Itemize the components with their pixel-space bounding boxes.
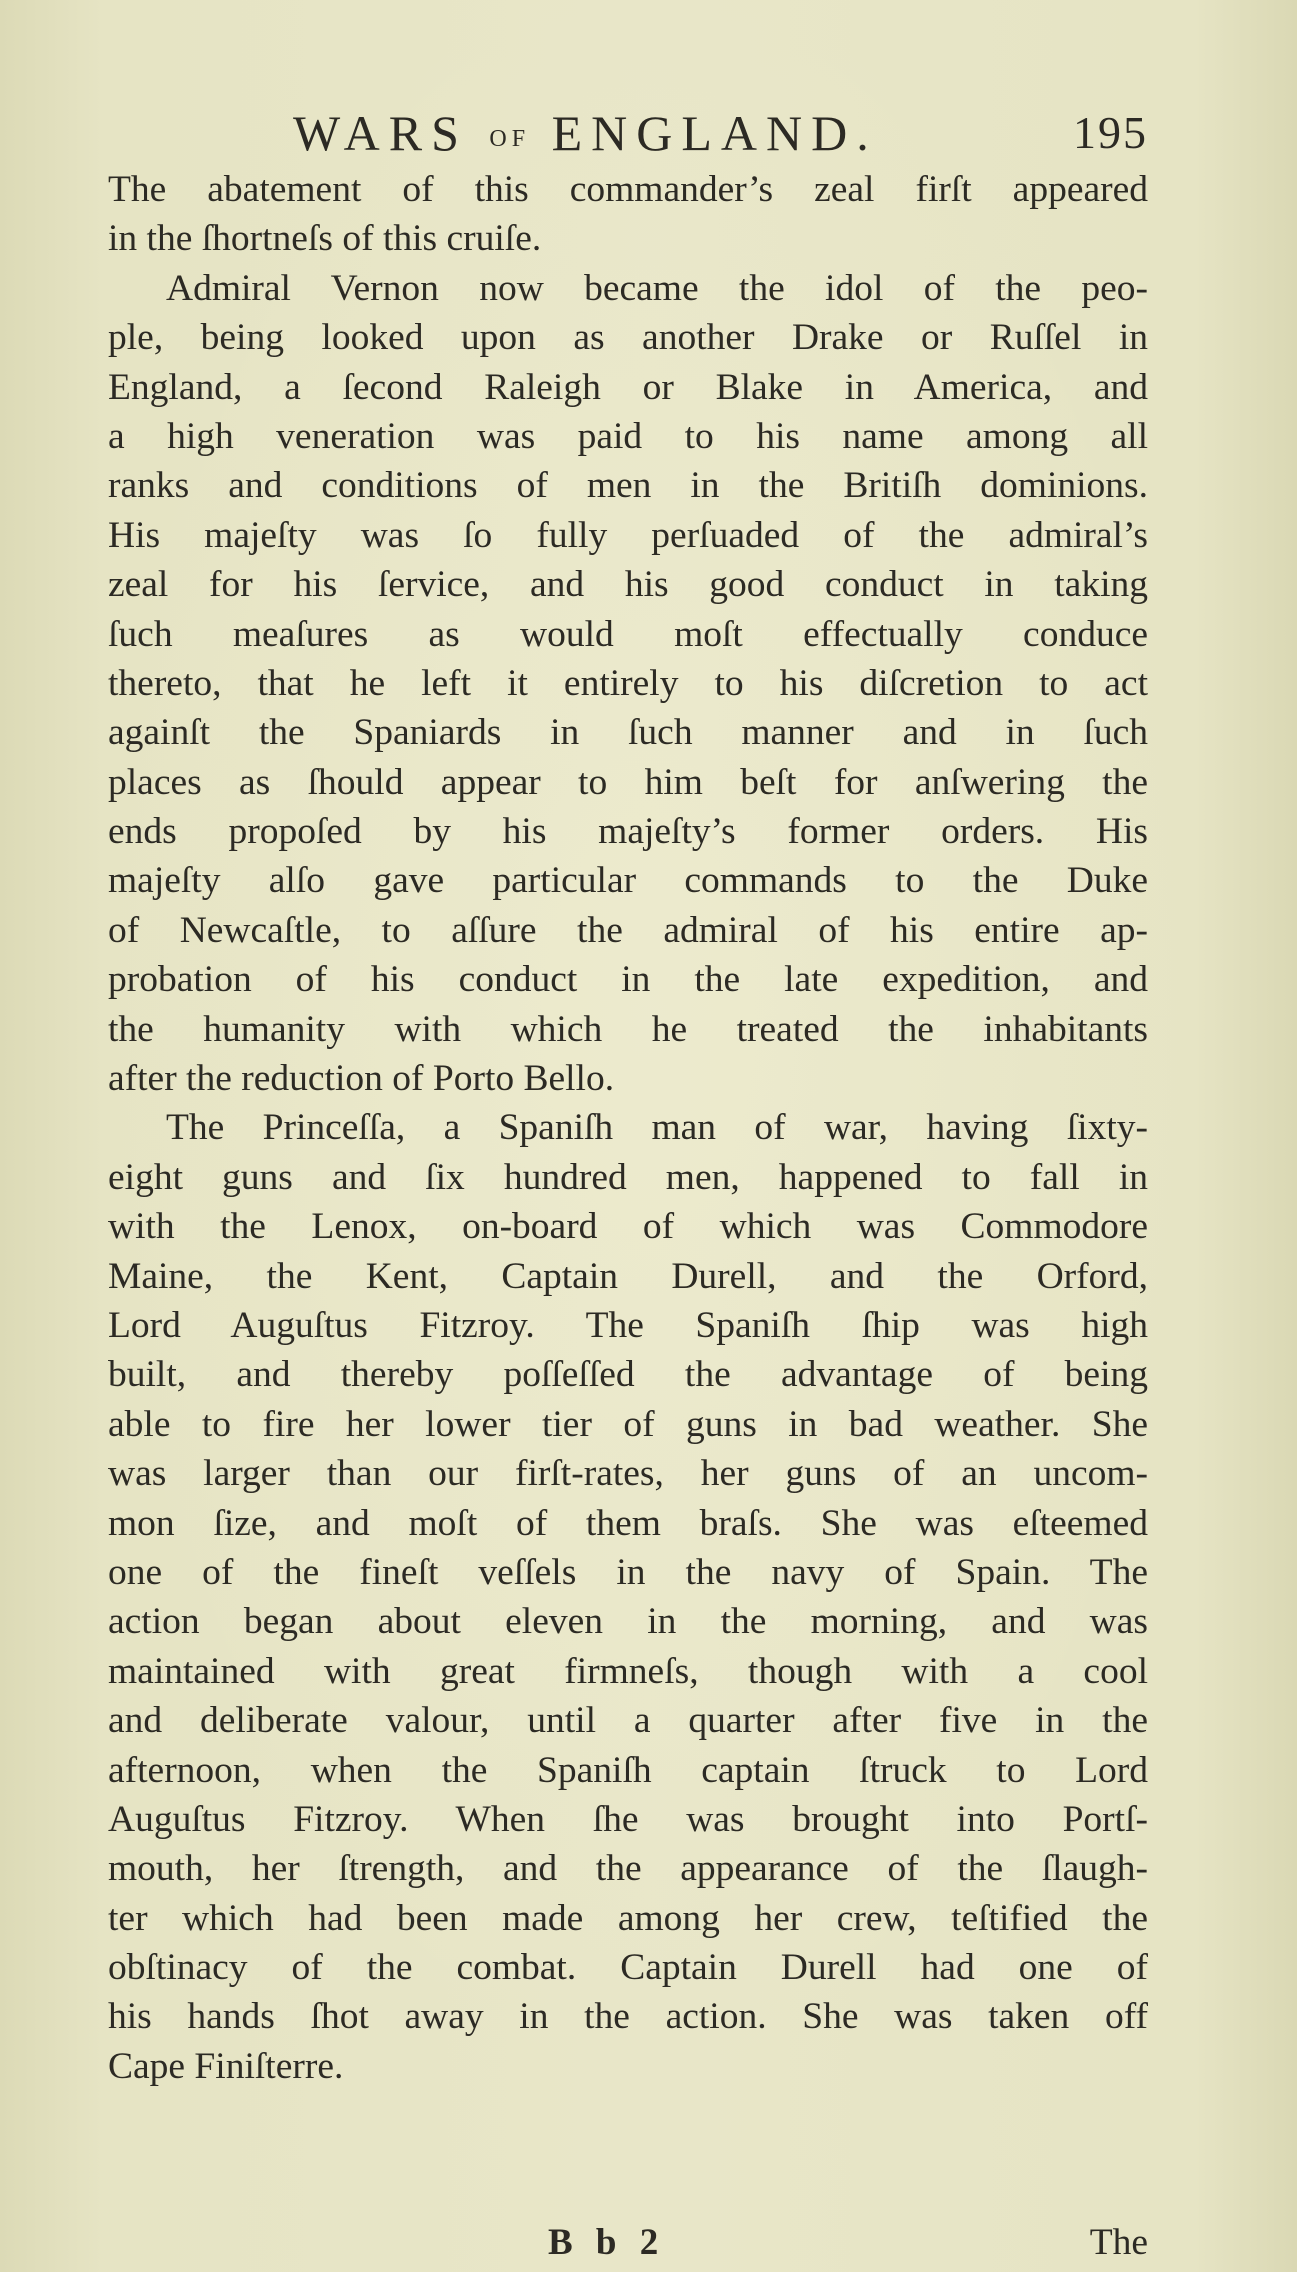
text-line: and deliberate valour, until a quarter after five in the	[108, 1700, 1148, 1742]
text-line: built, and thereby poſſeſſed the advantage of being	[108, 1354, 1148, 1396]
text-line: ter which had been made among her crew, teſtified the	[108, 1897, 1148, 1939]
text-line: ple, being looked upon as another Drake or Ruſſel in	[108, 317, 1148, 359]
text-line: action began about eleven in the morning, and was	[108, 1601, 1148, 1643]
page-footer	[108, 2218, 1148, 2268]
text-line: a high veneration was paid to his name among all	[108, 415, 1148, 457]
text-line: after the reduction of Porto Bello.	[108, 1058, 615, 1100]
text-line: mon ſize, and moſt of them braſs. She was eſteemed	[108, 1502, 1148, 1544]
text-line: was larger than our firſt-rates, her guns of an uncom-	[108, 1453, 1148, 1495]
text-line: obſtinacy of the combat. Captain Durell had one of	[108, 1947, 1148, 1989]
text-line: his hands ſhot away in the action. She was taken off	[108, 1996, 1148, 2038]
text-line: England, a ſecond Raleigh or Blake in America, and	[108, 366, 1148, 408]
text-line: able to fire her lower tier of guns in bad weather. She	[108, 1403, 1148, 1445]
text-line: of Newcaſtle, to aſſure the admiral of his entire ap-	[108, 909, 1148, 951]
text-line: eight guns and ſix hundred men, happened to fall in	[108, 1156, 1148, 1198]
text-line: the humanity with which he treated the inhabitants	[108, 1008, 1148, 1050]
text-line: Cape Finiſterre.	[108, 2045, 344, 2087]
text-line: maintained with great firmneſs, though with a cool	[108, 1650, 1148, 1692]
text-line: majeſty alſo gave particular commands to the Duke	[108, 860, 1148, 902]
text-line: places as ſhould appear to him beſt for anſwering the	[108, 761, 1148, 803]
text-line: ranks and conditions of men in the Britiſh dominions.	[108, 465, 1148, 507]
text-line: mouth, her ſtrength, and the appearance of the ſlaugh-	[108, 1848, 1148, 1890]
signature-mark: B b 2	[548, 2222, 666, 2263]
text-line: ends propoſed by his majeſty’s former orders. His	[108, 811, 1148, 853]
text-line: one of the fineſt veſſels in the navy of Spain. The	[108, 1551, 1148, 1593]
text-line: with the Lenox, on-board of which was Commodore	[108, 1206, 1148, 1248]
text-line: probation of his conduct in the late expedition, and	[108, 959, 1148, 1001]
running-title-part1: WARS	[293, 105, 490, 161]
page-number: 195	[1073, 107, 1148, 158]
text-line: His majeſty was ſo fully perſuaded of the admiral’s	[108, 514, 1148, 556]
text-line: Lord Auguſtus Fitzroy. The Spaniſh ſhip was high	[108, 1304, 1148, 1346]
running-head	[108, 98, 1148, 168]
text-line: ſuch meaſures as would moſt effectually conduce	[108, 613, 1148, 655]
text-line: againſt the Spaniards in ſuch manner and in ſuch	[108, 712, 1148, 754]
text-line: thereto, that he left it entirely to his diſcretion to act	[108, 662, 1148, 704]
text-line: in the ſhortneſs of this cruiſe.	[108, 218, 542, 260]
text-line: Maine, the Kent, Captain Durell, and the Orford,	[108, 1255, 1148, 1297]
running-title-part2: ENGLAND.	[530, 105, 878, 161]
text-line: The abatement of this commander’s zeal firſt appeared	[108, 169, 1148, 210]
running-title-small: OF	[489, 126, 531, 152]
text-line: Admiral Vernon now became the idol of the peo-	[166, 267, 1148, 309]
body-text	[108, 165, 1148, 2091]
catchword: The	[1089, 2222, 1148, 2263]
text-line: Auguſtus Fitzroy. When ſhe was brought into Portſ-	[108, 1798, 1148, 1840]
text-line: The Princeſſa, a Spaniſh man of war, having ſixty-	[166, 1107, 1148, 1149]
text-line: afternoon, when the Spaniſh captain ſtruck to Lord	[108, 1749, 1148, 1791]
text-line: zeal for his ſervice, and his good conduct in taking	[108, 564, 1148, 606]
running-title	[293, 98, 878, 174]
